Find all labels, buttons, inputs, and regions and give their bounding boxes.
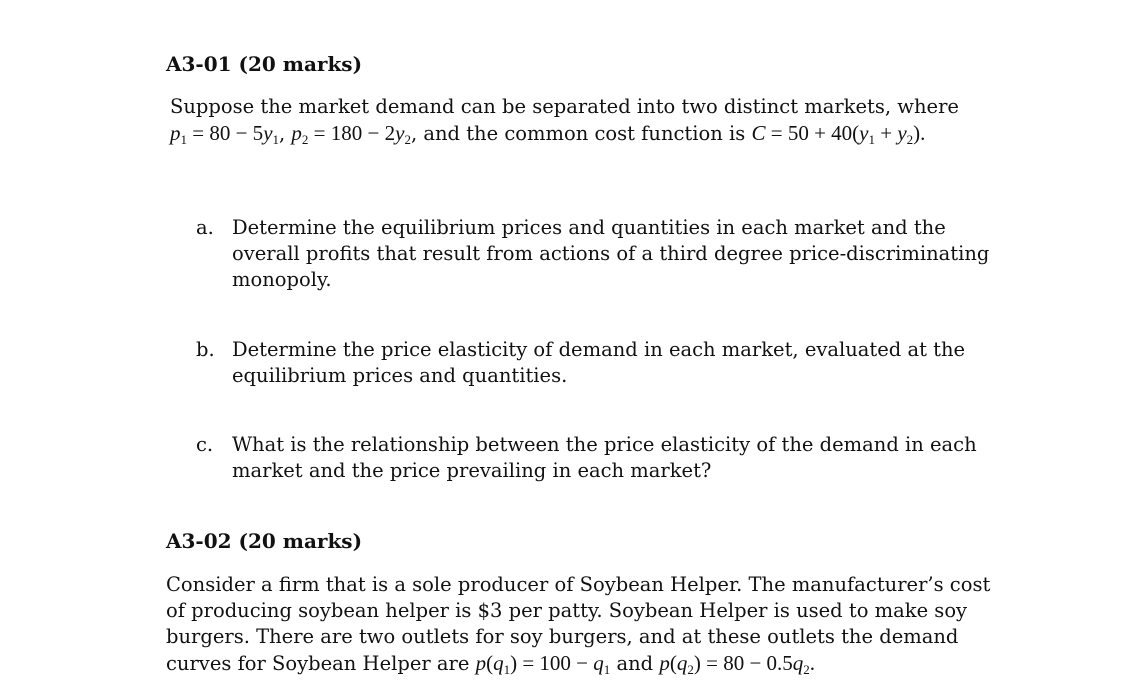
section-heading-a3-02: A3-02 (20 marks) [166, 529, 363, 553]
section-heading-a3-01: A3-01 (20 marks) [166, 52, 363, 76]
statement-line: of producing soybean helper is $3 per patty. Soybean Helper is used to make soy [166, 599, 968, 622]
statement-line-demand: curves for Soybean Helper are $p(q_1) = 100 - q_1$ and $p(q_2) = 80 - 0.5q_2$. [166, 651, 816, 677]
demand-curve-2: $p(q_2) = 80 - 0.5q_2$. [659, 651, 816, 677]
problem-statement-a3-01 [170, 94, 959, 147]
cost-function: $C = 50 + 40(y_1 + y_2)$. [751, 121, 926, 147]
item-line: overall profits that result from actions of a third degree price-discriminating [232, 242, 990, 265]
item-line: monopoly. [232, 268, 332, 291]
statement-line-2: $p_1 = 80 - 5y_1$, $p_2 = 180 - 2y_2$, and the common cost function is $C = 50 + 40(y_1 + y_2)$. [170, 121, 926, 147]
statement-line: Consider a firm that is a sole producer of Soybean Helper. The manufacturer’s cost [166, 573, 991, 596]
item-marker: b. [196, 338, 215, 361]
item-line: equilibrium prices and quantities. [232, 364, 568, 387]
statement-line: burgers. There are two outlets for soy burgers, and at these outlets the demand [166, 625, 959, 648]
item-marker: c. [196, 433, 214, 456]
demand-equation-2: $p_2 = 180 - 2y_2$ [291, 121, 411, 147]
item-line: What is the relationship between the price elasticity of the demand in each [232, 433, 977, 456]
item-marker: a. [196, 216, 214, 239]
demand-curve-1: $p(q_1) = 100 - q_1$ [475, 651, 611, 677]
demand-equation-1: $p_1 = 80 - 5y_1$ [170, 121, 280, 147]
item-line: Determine the equilibrium prices and quantities in each market and the [232, 216, 946, 239]
item-line: Determine the price elasticity of demand in each market, evaluated at the [232, 338, 966, 361]
statement-line-1: Suppose the market demand can be separated into two distinct markets, where [170, 95, 959, 118]
statement-connector: , and the common cost function is [410, 122, 746, 145]
demand-join: and [616, 652, 654, 675]
item-line: market and the price prevailing in each market? [232, 459, 712, 482]
problem-statement-a3-02 [166, 572, 990, 677]
